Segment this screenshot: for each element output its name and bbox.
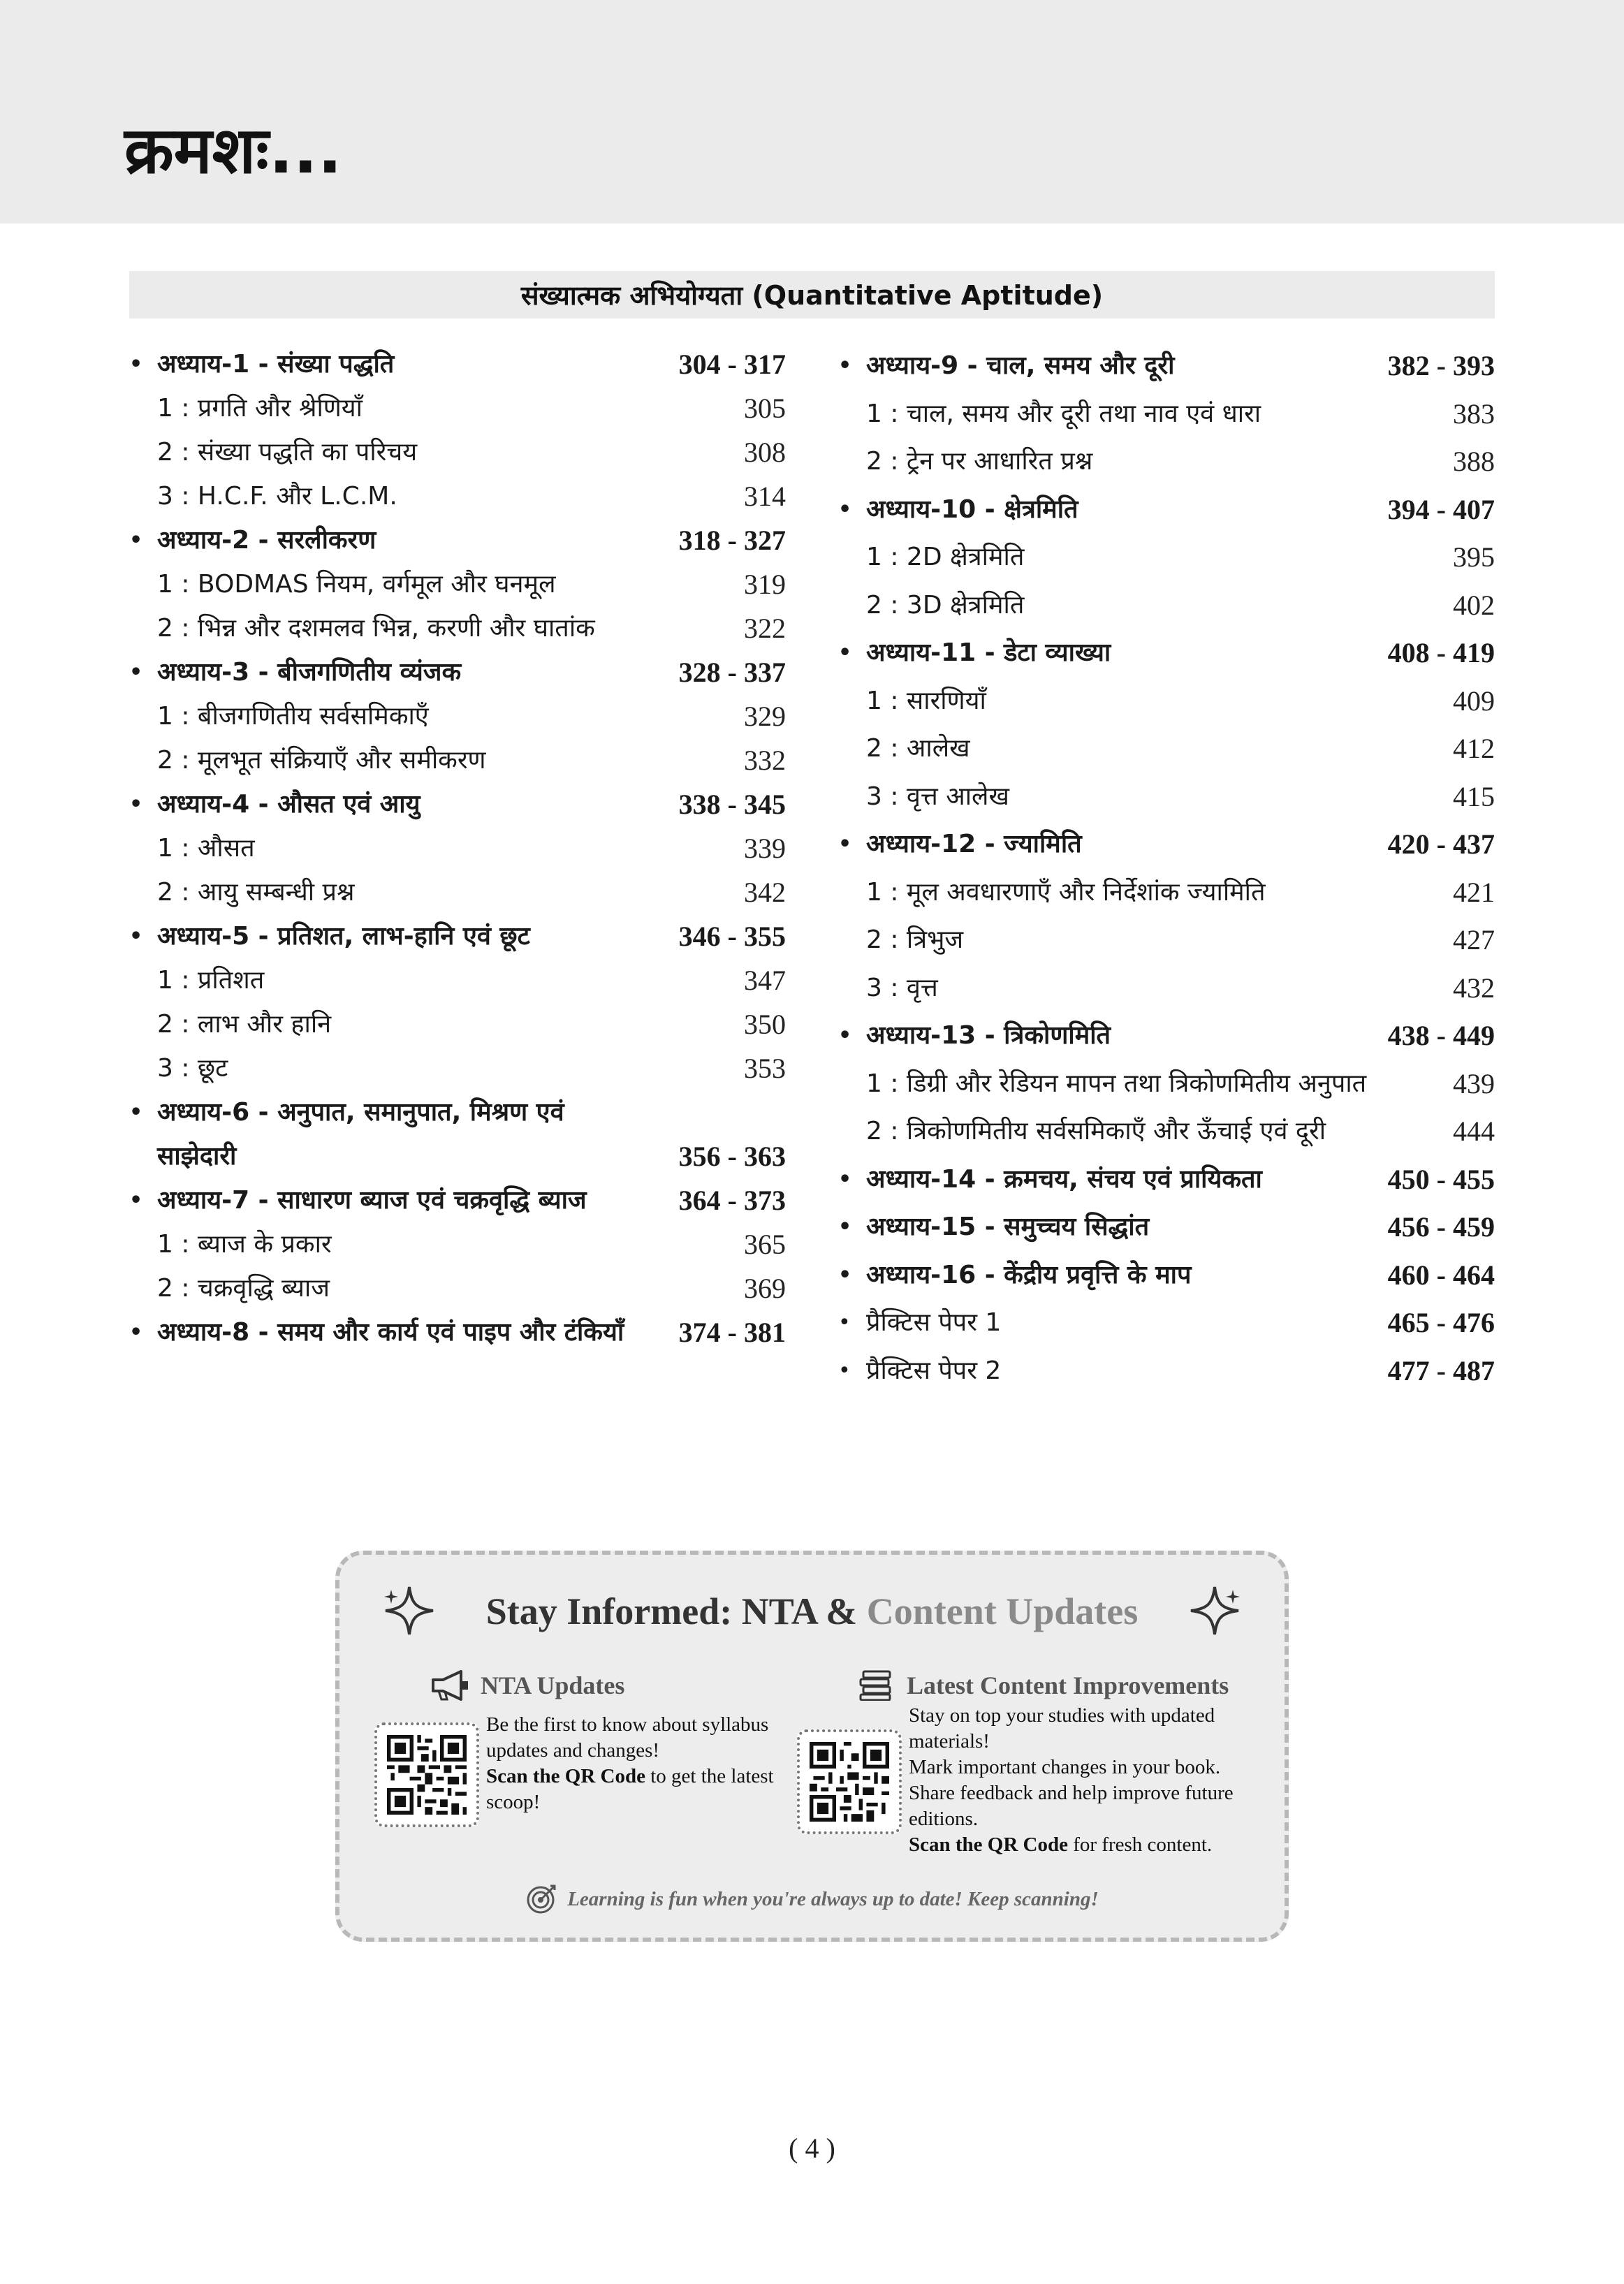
toc-entry-label <box>838 1347 1380 1396</box>
content-improvements-label: Latest Content Improvements <box>907 1671 1229 1699</box>
toc-entry-title: 3 : H.C.F. और L.C.M. <box>157 482 397 511</box>
toc-entry-pages: 350 <box>744 1009 786 1040</box>
toc-entry-title: अध्याय-10 - क्षेत्रमिति <box>866 495 1078 524</box>
toc-entry-label <box>838 773 1444 821</box>
toc-entry-title: 3 : वृत्त <box>866 973 938 1002</box>
toc-entry-title: अध्याय-7 - साधारण ब्याज एवं चक्रवृद्धि ब्याज <box>157 1186 587 1215</box>
toc-entry-title: अध्याय-2 - सरलीकरण <box>157 526 376 555</box>
toc-entry-label <box>129 782 671 826</box>
toc-entry-label <box>129 958 736 1002</box>
nta-updates-label: NTA Updates <box>481 1671 625 1699</box>
toc-entry-title: अध्याय-5 - प्रतिशत, लाभ-हानि एवं छूट <box>157 922 530 951</box>
toc-entry-title: 1 : डिग्री और रेडियन मापन तथा त्रिकोणमितीय अनुपात <box>866 1069 1367 1098</box>
right-toc-entry <box>838 1299 1495 1347</box>
toc-entry-label <box>129 694 736 738</box>
info-footer-text: Learning is fun when you're always up to date! Keep scanning! <box>567 1887 1099 1910</box>
toc-entry-label <box>838 1108 1444 1156</box>
toc-entry-pages: 308 <box>744 437 786 468</box>
right-toc-entry <box>838 1012 1495 1060</box>
toc-left-column <box>129 342 786 1354</box>
toc-entry-label <box>838 390 1444 439</box>
toc-entry-title: 2 : त्रिकोणमितीय सर्वसमिकाएँ और ऊँचाई एवं दूरी <box>866 1117 1326 1145</box>
info-footer <box>339 1883 1285 1915</box>
bullet-icon: • <box>129 1188 143 1213</box>
toc-entry-title: 2 : संख्या पद्धति का परिचय <box>157 438 418 467</box>
info-title <box>339 1590 1285 1633</box>
toc-entry-pages: 332 <box>744 745 786 776</box>
toc-entry-pages: 415 <box>1453 780 1495 812</box>
toc-entry-label <box>838 342 1380 390</box>
nta-updates-text <box>486 1712 780 1815</box>
toc-entry-label <box>129 1222 736 1266</box>
bullet-icon: • <box>838 497 852 522</box>
bullet-icon: • <box>838 1023 852 1048</box>
toc-entry-pages: 394 - 407 <box>1387 493 1495 525</box>
toc-entry-title: 2 : आलेख <box>866 734 970 763</box>
toc-entry-title: अध्याय-4 - औसत एवं आयु <box>157 790 420 819</box>
toc-entry-label <box>838 965 1444 1013</box>
toc-entry-title: अध्याय-12 - ज्यामिति <box>866 830 1082 858</box>
bullet-icon: • <box>129 528 143 552</box>
qr-code-icon <box>810 1742 889 1822</box>
left-toc-entry <box>129 914 786 958</box>
toc-entry-title: अध्याय-14 - क्रमचय, संचय एवं प्रायिकता <box>866 1164 1262 1194</box>
toc-entry-pages: 395 <box>1453 541 1495 573</box>
toc-entry-label <box>129 562 736 606</box>
left-toc-entry <box>129 386 786 430</box>
bullet-icon: • <box>838 1310 851 1335</box>
toc-entry-pages: 342 <box>744 877 786 908</box>
toc-entry-label <box>129 386 736 430</box>
left-toc-entry <box>129 562 786 606</box>
right-toc-entry <box>838 965 1495 1013</box>
toc-entry-label <box>838 869 1444 917</box>
left-toc-entry <box>129 650 786 694</box>
toc-entry-label <box>129 606 736 650</box>
toc-entry-label <box>838 438 1444 486</box>
right-toc-entry <box>838 773 1495 821</box>
bullet-icon: • <box>838 353 852 378</box>
toc-entry-pages: 319 <box>744 569 786 600</box>
nta-updates-cta <box>486 1764 780 1815</box>
left-toc-entry <box>129 870 786 914</box>
bullet-icon: • <box>838 1166 852 1192</box>
toc-entry-label <box>838 1156 1380 1204</box>
header-band <box>0 0 1624 224</box>
toc-entry-title: अध्याय-15 - समुच्चय सिद्धांत <box>866 1213 1150 1241</box>
toc-entry-label <box>838 1060 1444 1108</box>
toc-entry-title: 2 : मूलभूत संक्रियाएँ और समीकरण <box>157 746 486 775</box>
toc-entry-pages: 356 - 363 <box>678 1141 786 1172</box>
toc-entry-pages: 347 <box>744 965 786 996</box>
right-toc-entry <box>838 725 1495 773</box>
toc-entry-title: 2 : चक्रवृद्धि ब्याज <box>157 1274 330 1303</box>
toc-entry-label <box>838 1252 1380 1300</box>
right-toc-entry <box>838 1347 1495 1396</box>
toc-entry-pages: 421 <box>1453 876 1495 908</box>
toc-entry-pages: 339 <box>744 833 786 864</box>
left-toc-entry <box>129 1046 786 1090</box>
toc-entry-pages: 460 - 464 <box>1387 1259 1495 1291</box>
bullet-icon: • <box>838 1215 852 1239</box>
toc-entry-pages: 305 <box>744 393 786 424</box>
toc-entry-pages: 438 - 449 <box>1387 1020 1495 1051</box>
right-toc-entry <box>838 582 1495 630</box>
left-toc-entry <box>129 430 786 474</box>
toc-entry-label <box>838 1203 1380 1252</box>
toc-entry-pages: 456 - 459 <box>1387 1211 1495 1243</box>
toc-entry-title: 1 : ब्याज के प्रकार <box>157 1230 332 1259</box>
toc-entry-label <box>129 738 736 782</box>
toc-entry-title: अध्याय-9 - चाल, समय और दूरी <box>866 351 1175 380</box>
toc-entry-pages: 477 - 487 <box>1387 1354 1495 1386</box>
content-improvements-heading <box>856 1670 1229 1701</box>
right-toc-entry <box>838 821 1495 869</box>
toc-entry-label <box>129 826 736 870</box>
toc-entry-label <box>129 1266 736 1310</box>
bullet-icon: • <box>129 924 143 949</box>
toc-entry-label <box>129 1046 736 1090</box>
content-improvements-text <box>909 1703 1272 1858</box>
left-toc-entry <box>129 1266 786 1310</box>
toc-entry-title: 1 : प्रतिशत <box>157 966 265 995</box>
toc-entry-title: 1 : मूल अवधारणाएँ और निर्देशांक ज्यामिति <box>866 877 1266 907</box>
left-toc-entry <box>129 1222 786 1266</box>
toc-entry-label <box>838 629 1380 678</box>
left-toc-entry <box>129 342 786 386</box>
bullet-icon: • <box>838 1358 851 1383</box>
page-title: क्रमशः... <box>124 113 342 188</box>
toc-entry-pages: 346 - 355 <box>678 921 786 952</box>
left-toc-entry <box>129 958 786 1002</box>
books-icon <box>856 1670 895 1701</box>
toc-entry-pages: 450 - 455 <box>1387 1163 1495 1195</box>
nta-updates-heading <box>430 1670 624 1701</box>
toc-entry-pages: 353 <box>744 1053 786 1084</box>
toc-entry-pages: 444 <box>1453 1115 1495 1147</box>
nta-qr-code[interactable] <box>374 1722 479 1827</box>
toc-entry-title: 2 : 3D क्षेत्रमिति <box>866 590 1025 620</box>
content-line-1: Stay on top your studies with updated materials! <box>909 1704 1215 1752</box>
toc-entry-label <box>129 342 671 386</box>
right-toc-entry <box>838 342 1495 390</box>
toc-entry-label <box>838 916 1444 965</box>
toc-entry-pages: 364 - 373 <box>678 1185 786 1216</box>
right-toc-entry <box>838 1060 1495 1108</box>
toc-entry-pages: 412 <box>1453 733 1495 764</box>
toc-entry-label <box>129 518 671 562</box>
content-cta-bold: Scan the QR Code <box>909 1833 1068 1856</box>
toc-entry-pages: 420 - 437 <box>1387 828 1495 860</box>
toc-entry-pages: 314 <box>744 481 786 512</box>
toc-entry-pages: 388 <box>1453 446 1495 477</box>
toc-entry-title: अध्याय-6 - अनुपात, समानुपात, मिश्रण एवं साझेदारी <box>157 1098 564 1171</box>
toc-entry-pages: 408 - 419 <box>1387 637 1495 668</box>
megaphone-icon <box>430 1670 469 1701</box>
info-title-accent: Content Updates <box>866 1590 1139 1632</box>
toc-entry-title: 1 : चाल, समय और दूरी तथा नाव एवं धारा <box>866 399 1261 428</box>
right-toc-entry <box>838 1203 1495 1252</box>
toc-entry-pages: 304 - 317 <box>678 349 786 380</box>
target-icon <box>525 1883 557 1915</box>
left-toc-entry <box>129 738 786 782</box>
right-toc-entry <box>838 390 1495 439</box>
toc-entry-label <box>838 678 1444 726</box>
toc-entry-title: अध्याय-16 - केंद्रीय प्रवृत्ति के माप <box>866 1260 1192 1289</box>
toc-entry-label <box>838 534 1444 582</box>
bullet-icon: • <box>838 1262 852 1287</box>
right-toc-entry <box>838 438 1495 486</box>
toc-entry-label <box>129 430 736 474</box>
toc-entry-pages: 383 <box>1453 397 1495 430</box>
toc-entry-title: 2 : ट्रेन पर आधारित प्रश्न <box>866 447 1093 476</box>
info-title-main: Stay Informed: NTA & <box>485 1590 867 1632</box>
toc-entry-title: अध्याय-3 - बीजगणितीय व्यंजक <box>157 658 462 687</box>
toc-entry-title: अध्याय-11 - डेटा व्याख्या <box>866 638 1111 667</box>
toc-entry-title: 3 : वृत्त आलेख <box>866 782 1009 811</box>
toc-entry-title: 3 : छूट <box>157 1054 228 1083</box>
toc-entry-label <box>838 821 1380 869</box>
toc-entry-title: 1 : 2D क्षेत्रमिति <box>866 543 1025 571</box>
toc-entry-title: 1 : सारणियाँ <box>866 686 986 715</box>
toc-entry-label <box>129 1002 736 1046</box>
left-toc-entry <box>129 1002 786 1046</box>
left-toc-entry <box>129 826 786 870</box>
left-toc-entry <box>129 1090 786 1178</box>
nta-cta-rest: to get the latest scoop! <box>486 1765 774 1813</box>
toc-entry-title: 2 : आयु सम्बन्धी प्रश्न <box>157 878 355 907</box>
left-toc-entry <box>129 1178 786 1222</box>
toc-entry-label <box>838 1299 1380 1347</box>
toc-entry-title: अध्याय-1 - संख्या पद्धति <box>157 350 395 379</box>
right-toc-entry <box>838 916 1495 965</box>
toc-entry-label <box>129 1090 671 1178</box>
content-qr-code[interactable] <box>797 1729 902 1834</box>
right-toc-entry <box>838 1156 1495 1204</box>
toc-entry-title: प्रैक्टिस पेपर 2 <box>866 1356 1002 1385</box>
toc-entry-label <box>838 582 1444 630</box>
content-cta-rest: for fresh content. <box>1067 1833 1213 1856</box>
qr-code-icon <box>387 1735 467 1815</box>
toc-entry-pages: 427 <box>1453 924 1495 956</box>
toc-entry-pages: 465 - 476 <box>1387 1307 1495 1338</box>
toc-entry-pages: 329 <box>744 701 786 732</box>
toc-entry-pages: 318 - 327 <box>678 525 786 556</box>
left-toc-entry <box>129 474 786 518</box>
toc-entry-pages: 432 <box>1453 972 1495 1004</box>
left-toc-entry <box>129 1310 786 1354</box>
toc-entry-pages: 365 <box>744 1229 786 1260</box>
page-number: ( 4 ) <box>789 2132 835 2164</box>
right-toc-entry <box>838 869 1495 917</box>
toc-entry-label <box>129 870 736 914</box>
content-line-3: Share feedback and help improve future editions. <box>909 1782 1234 1830</box>
right-toc-entry <box>838 1252 1495 1300</box>
toc-entry-label <box>838 486 1380 534</box>
right-toc-entry <box>838 486 1495 534</box>
toc-entry-pages: 369 <box>744 1273 786 1304</box>
toc-entry-title: 2 : त्रिभुज <box>866 925 964 954</box>
nta-cta-bold: Scan the QR Code <box>486 1765 645 1787</box>
toc-entry-title: प्रैक्टिस पेपर 1 <box>866 1308 1002 1337</box>
left-toc-entry <box>129 518 786 562</box>
bullet-icon: • <box>129 1320 143 1345</box>
toc-entry-label <box>129 1310 671 1354</box>
bullet-icon: • <box>129 792 143 817</box>
bullet-icon: • <box>129 1100 143 1125</box>
right-toc-entry <box>838 678 1495 726</box>
toc-entry-label <box>129 650 671 694</box>
left-toc-entry <box>129 694 786 738</box>
updates-info-box <box>335 1551 1289 1942</box>
toc-entry-pages: 402 <box>1453 589 1495 621</box>
section-title: संख्यात्मक अभियोग्यता (Quantitative Aptitude) <box>129 271 1495 319</box>
sparkle-icon <box>1187 1583 1243 1639</box>
toc-entry-pages: 382 - 393 <box>1387 350 1495 381</box>
toc-entry-label <box>129 914 671 958</box>
content-cta <box>909 1832 1272 1858</box>
right-toc-entry <box>838 1108 1495 1156</box>
content-line-2: Mark important changes in your book. <box>909 1756 1221 1778</box>
right-toc-entry <box>838 534 1495 582</box>
toc-entry-title: 1 : प्रगति और श्रेणियाँ <box>157 394 363 423</box>
toc-entry-title: 1 : बीजगणितीय सर्वसमिकाएँ <box>157 702 429 731</box>
toc-right-column <box>838 342 1495 1395</box>
toc-entry-pages: 328 - 337 <box>678 657 786 688</box>
toc-entry-pages: 322 <box>744 613 786 644</box>
toc-entry-title: अध्याय-13 - त्रिकोणमिति <box>866 1021 1111 1050</box>
toc-entry-title: 1 : BODMAS नियम, वर्गमूल और घनमूल <box>157 570 556 599</box>
toc-entry-title: 2 : लाभ और हानि <box>157 1010 332 1039</box>
toc-entry-label <box>129 1178 671 1222</box>
toc-entry-label <box>838 725 1444 773</box>
right-toc-entry <box>838 629 1495 678</box>
toc-entry-label <box>838 1012 1380 1060</box>
toc-entry-title: 1 : औसत <box>157 834 255 863</box>
toc-entry-title: अध्याय-8 - समय और कार्य एवं पाइप और टंकियाँ <box>157 1318 624 1347</box>
nta-updates-line: Be the first to know about syllabus updates and changes! <box>486 1713 769 1762</box>
toc-entry-pages: 409 <box>1453 685 1495 717</box>
toc-entry-pages: 374 - 381 <box>678 1317 786 1348</box>
left-toc-entry <box>129 782 786 826</box>
toc-entry-pages: 439 <box>1453 1067 1495 1099</box>
toc-entry-title: 2 : भिन्न और दशमलव भिन्न, करणी और घातांक <box>157 614 595 643</box>
toc-entry-pages: 338 - 345 <box>678 789 786 820</box>
bullet-icon: • <box>129 660 143 685</box>
bullet-icon: • <box>838 640 852 665</box>
left-toc-entry <box>129 606 786 650</box>
toc-entry-label <box>129 474 736 518</box>
bullet-icon: • <box>129 352 143 376</box>
bullet-icon: • <box>838 832 852 856</box>
